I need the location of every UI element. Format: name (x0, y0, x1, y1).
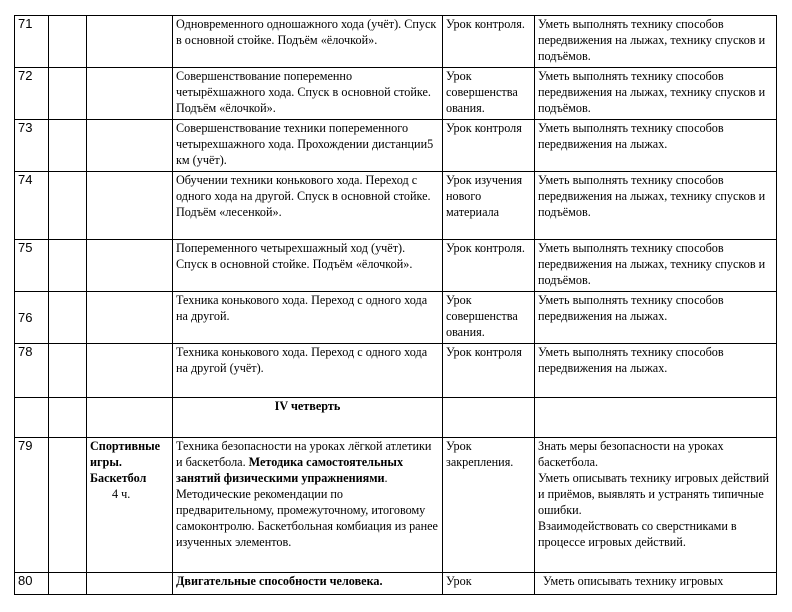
unit-cell (87, 292, 173, 344)
lesson-topic: Обучении техники конькового хода. Переход с одного хода на другой. Спуск в основной стойке. Подъём «лесенкой». (173, 172, 443, 240)
lesson-requirements: Уметь выполнять технику способов передвижения на лыжах, технику спусков и подъёмов. (535, 240, 777, 292)
lesson-requirements: Уметь описывать технику игровых (535, 573, 777, 595)
empty-cell (49, 438, 87, 573)
unit-title-cell (87, 438, 173, 573)
lesson-topic: Двигательные способности человека. (173, 573, 443, 595)
lesson-type: Урок контроля. (443, 240, 535, 292)
lesson-number: 71 (15, 16, 49, 68)
requirement-line: Взаимодействовать со сверстниками в процессе игровых действий. (538, 519, 737, 549)
lesson-requirements: Уметь выполнять технику способов передвижения на лыжах, технику спусков и подъёмов. (535, 172, 777, 240)
table-row (15, 68, 777, 120)
lesson-type: Урок закрепления. (443, 438, 535, 573)
lesson-requirements: Уметь выполнять технику способов передвижения на лыжах. (535, 292, 777, 344)
lesson-type: Урок контроля (443, 344, 535, 398)
lesson-topic: Попеременного четырехшажный ход (учёт). Спуск в основной стойке. Подъём «ёлочкой». (173, 240, 443, 292)
table-row (15, 16, 777, 68)
unit-cell (87, 573, 173, 595)
table-row (15, 120, 777, 172)
lesson-type: Урок контроля. (443, 16, 535, 68)
empty-cell (49, 344, 87, 398)
lesson-number-text: 76 (18, 310, 33, 325)
lesson-requirements: Уметь выполнять технику способов передвижения на лыжах. (535, 344, 777, 398)
empty-cell (443, 398, 535, 438)
empty-cell (49, 120, 87, 172)
table-row (15, 240, 777, 292)
lesson-requirements: Уметь выполнять технику способов передвижения на лыжах, технику спусков и подъёмов. (535, 16, 777, 68)
unit-hours: 4 ч. (112, 487, 131, 501)
section-heading: IV четверть (173, 398, 443, 438)
lesson-topic: Техника конькового хода. Переход с одного хода на другой (учёт). (173, 344, 443, 398)
section-row (15, 398, 777, 438)
empty-cell (49, 398, 87, 438)
unit-cell (87, 120, 173, 172)
lesson-topic (173, 438, 443, 573)
lesson-number: 74 (15, 172, 49, 240)
empty-cell (49, 172, 87, 240)
lesson-number: 80 (15, 573, 49, 595)
empty-cell (49, 16, 87, 68)
lesson-type: Урок изучения нового материала (443, 172, 535, 240)
requirement-line: Уметь описывать технику игровых действий и приёмов, выявлять и устранять типичные ошибки. (538, 471, 770, 517)
topic-text: . Методические рекомендации по предварительному, промежуточному, итоговому самоконтролю. Баскетбольная комбиация из ранее изученных элементов. (176, 471, 438, 549)
lesson-topic: Совершенствование попеременно четырёхшажного хода. Спуск в основной стойке. Подъём «ёлочкой». (173, 68, 443, 120)
table-row (15, 292, 777, 344)
lesson-requirements (535, 438, 777, 573)
empty-cell (49, 240, 87, 292)
unit-cell (87, 344, 173, 398)
empty-cell (49, 68, 87, 120)
lesson-type: Урок совершенства ования. (443, 68, 535, 120)
unit-cell (87, 16, 173, 68)
lesson-number: 75 (15, 240, 49, 292)
table-row (15, 344, 777, 398)
lesson-number: 73 (15, 120, 49, 172)
empty-cell (87, 398, 173, 438)
table-row (15, 573, 777, 595)
empty-cell (535, 398, 777, 438)
lesson-number: 79 (15, 438, 49, 573)
unit-cell (87, 240, 173, 292)
unit-cell (87, 68, 173, 120)
lesson-type: Урок контроля (443, 120, 535, 172)
empty-cell (49, 573, 87, 595)
requirement-line: Знать меры безопасности на уроках баскетбола. (538, 439, 724, 469)
lesson-number: 78 (15, 344, 49, 398)
empty-cell (15, 398, 49, 438)
unit-title: Спортивные игры. Баскетбол (90, 439, 161, 485)
lesson-plan-table (14, 15, 777, 595)
lesson-topic: Совершенствование техники попеременного четырехшажного хода. Прохождении дистанции5 км (учёт). (173, 120, 443, 172)
table-row (15, 172, 777, 240)
lesson-topic: Одновременного одношажного хода (учёт). Спуск в основной стойке. Подъём «ёлочкой». (173, 16, 443, 68)
unit-cell (87, 172, 173, 240)
lesson-topic: Техника конькового хода. Переход с одного хода на другой. (173, 292, 443, 344)
empty-cell (49, 292, 87, 344)
topic-text: Техника безопасности на уроках лёгкой атлетики и баскетбола. (176, 439, 432, 469)
lesson-requirements: Уметь выполнять технику способов передвижения на лыжах, технику спусков и подъёмов. (535, 68, 777, 120)
lesson-type: Урок совершенства ования. (443, 292, 535, 344)
lesson-number: 72 (15, 68, 49, 120)
topic-emphasis: Методика самостоятельных занятий физическими упражнениями (176, 455, 404, 485)
lesson-type: Урок (443, 573, 535, 595)
lesson-requirements: Уметь выполнять технику способов передвижения на лыжах. (535, 120, 777, 172)
lesson-number (15, 292, 49, 344)
table-row (15, 438, 777, 573)
